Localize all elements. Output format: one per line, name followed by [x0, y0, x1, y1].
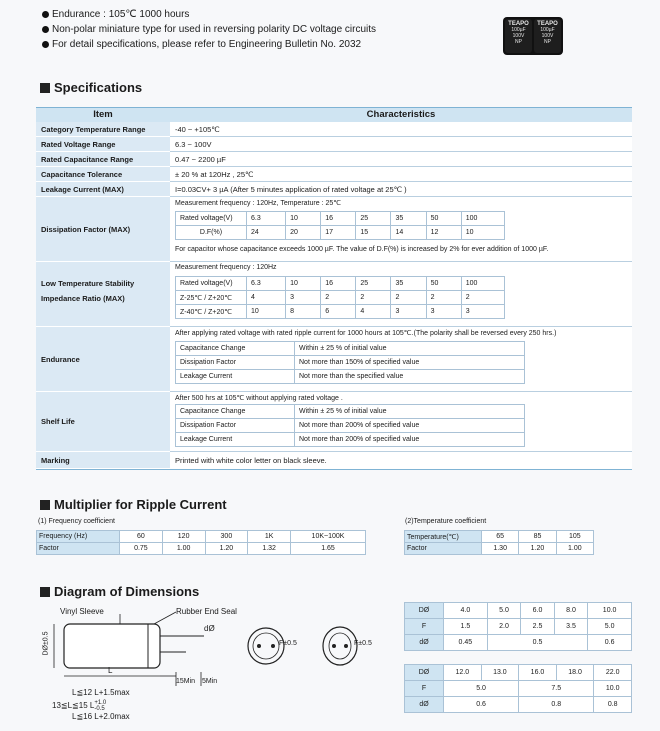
table-cell: Dissipation Factor — [176, 419, 295, 433]
table-cell: 25 — [356, 212, 391, 226]
text-label: Endurance : 105℃ 1000 hours — [52, 9, 190, 20]
text-label: After 500 hrs at 105℃ without applying rated voltage . — [175, 395, 343, 402]
table-cell: 10 — [461, 226, 504, 240]
dimensions-heading — [40, 584, 199, 599]
table-cell: 22.0 — [594, 665, 632, 681]
table-cell: Dissipation Factor — [176, 356, 295, 370]
text-label: NP — [515, 39, 522, 45]
text-label: Multiplier for Ripple Current — [54, 497, 227, 512]
table-row — [405, 681, 632, 697]
table-cell: DØ — [405, 665, 444, 681]
heading-square-icon — [40, 83, 50, 93]
text-label: TEAPO — [508, 21, 529, 27]
table-cell: 35 — [391, 277, 426, 291]
row-label: Rated Capacitance Range — [36, 152, 170, 167]
text-label: 100µF — [511, 27, 526, 33]
table-cell: 6 — [321, 305, 356, 319]
text-label: For capacitor whose capacitance exceeds 1000 µF. The value of D.F(%) is increased by 2% for ever addition of 1000 µF. — [175, 246, 549, 253]
row-label: Capacitance Tolerance — [36, 167, 170, 182]
table-cell: 65 — [482, 531, 519, 543]
table-cell: 2 — [356, 291, 391, 305]
table-cell: Factor — [405, 543, 482, 555]
row-label: Shelf Life — [36, 392, 170, 452]
table-cell: 3 — [286, 291, 321, 305]
text-label: 100V — [541, 33, 554, 39]
table-cell: 0.5 — [487, 635, 588, 651]
table-cell: 10.0 — [588, 603, 632, 619]
table-cell: 1.20 — [205, 543, 248, 555]
temperature-table — [404, 530, 594, 555]
text-label: L≦12 — [72, 688, 93, 697]
lead-diameter-label: dØ — [204, 624, 215, 633]
temperature-caption: (2)Temperature coefficient — [405, 518, 487, 525]
table-cell: 0.6 — [588, 635, 632, 651]
table-cell: 17 — [321, 226, 356, 240]
table-cell: 13.0 — [481, 665, 519, 681]
endurance-cell — [170, 327, 632, 392]
table-cell: 1.00 — [556, 543, 593, 555]
table-cell: 10 — [286, 277, 321, 291]
table-cell: dØ — [405, 697, 444, 713]
table-cell: 1.00 — [162, 543, 205, 555]
bullet-item — [42, 7, 376, 22]
table-cell: 60 — [120, 531, 163, 543]
length-note — [72, 688, 130, 697]
table-cell: Z-40℃ / Z+20℃ — [176, 305, 247, 319]
table-cell: 5.0 — [444, 681, 519, 697]
df-cell — [170, 197, 632, 262]
table-row — [405, 635, 632, 651]
table-cell: 3 — [391, 305, 426, 319]
table-cell: 16 — [321, 212, 356, 226]
table-cell: Temperature(℃) — [405, 531, 482, 543]
table-cell: 4 — [356, 305, 391, 319]
text-label: For detail specifications, please refer to Engineering Bulletin No. 2032 — [52, 39, 362, 50]
table-cell: Not more than the specified value — [295, 370, 525, 384]
text-label: Measurement frequency : 120Hz, Temperature : 25℃ — [175, 200, 342, 207]
length-note — [72, 712, 130, 721]
text-label: Item — [93, 109, 113, 120]
table-cell: 0.6 — [444, 697, 519, 713]
table-cell: 7.5 — [519, 681, 594, 697]
text-label: Non-polar miniature type for used in reversing polarity DC voltage circuits — [52, 24, 377, 35]
heading-square-icon — [40, 587, 50, 597]
text-label: L+1.5max — [94, 688, 130, 697]
text-label: NP — [544, 39, 551, 45]
table-cell: 6.0 — [521, 603, 555, 619]
length-label: L — [108, 666, 113, 675]
lt-table — [175, 276, 505, 319]
lead-spacing-label: F±0.5 — [279, 640, 297, 647]
table-row — [405, 543, 594, 555]
table-cell: 1.65 — [291, 543, 366, 555]
table-cell: 1.30 — [482, 543, 519, 555]
table-cell: Not more than 200% of specified value — [295, 419, 525, 433]
dimension-table-large — [404, 664, 632, 713]
table-cell: 10K~100K — [291, 531, 366, 543]
dimension-diagram — [36, 602, 396, 727]
rubber-seal-label: Rubber End Seal — [176, 607, 237, 616]
vinyl-sleeve-label: Vinyl Sleeve — [60, 607, 104, 616]
table-cell: 5.0 — [588, 619, 632, 635]
text-label: L+2.0max — [94, 712, 130, 721]
table-row — [37, 543, 366, 555]
table-row — [405, 603, 632, 619]
table-cell: Factor — [37, 543, 120, 555]
table-cell: 8 — [286, 305, 321, 319]
table-row — [405, 697, 632, 713]
table-cell: 0.8 — [519, 697, 594, 713]
text-label: -0.5 — [94, 706, 105, 712]
table-cell: Rated voltage(V) — [176, 277, 247, 291]
table-cell: 2.5 — [521, 619, 555, 635]
capacitor-photo — [503, 17, 563, 55]
table-cell: 120 — [162, 531, 205, 543]
table-row — [405, 619, 632, 635]
text-label: +1.0 — [94, 700, 107, 706]
table-cell: 100 — [461, 212, 504, 226]
table-cell: 35 — [391, 212, 426, 226]
table-cell: 6.3 — [247, 212, 286, 226]
table-row — [37, 531, 366, 543]
row-label: Leakage Current (MAX) — [36, 182, 170, 197]
table-cell: 4.0 — [444, 603, 488, 619]
table-cell: Within ± 25 % of initial value — [295, 342, 525, 356]
table-cell: 1K — [248, 531, 291, 543]
text-label: TEAPO — [537, 21, 558, 27]
table-cell: 2 — [426, 291, 461, 305]
table-cell: dØ — [405, 635, 444, 651]
table-header — [36, 108, 632, 122]
table-cell: 10 — [247, 305, 286, 319]
row-label: Endurance — [36, 327, 170, 392]
table-cell: 4 — [247, 291, 286, 305]
table-cell: 105 — [556, 531, 593, 543]
row-label: Dissipation Factor (MAX) — [36, 197, 170, 262]
table-cell: 2.0 — [487, 619, 521, 635]
table-cell: Not more than 200% of specified value — [295, 433, 525, 447]
table-row — [176, 212, 505, 226]
table-cell: 3.5 — [554, 619, 588, 635]
row-value: ± 20 % at 120Hz , 25℃ — [170, 167, 632, 182]
table-row — [176, 291, 505, 305]
table-cell: 85 — [519, 531, 556, 543]
table-cell: 1.32 — [248, 543, 291, 555]
table-cell: 10.0 — [594, 681, 632, 697]
text-label: 100µF — [540, 27, 555, 33]
df-table — [175, 211, 505, 240]
specifications-heading — [40, 80, 142, 95]
dimension-table-small — [404, 602, 632, 651]
table-cell: 8.0 — [554, 603, 588, 619]
shelf-table — [175, 404, 525, 447]
table-cell: Within ± 25 % of initial value — [295, 405, 525, 419]
table-cell: Z-25℃ / Z+20℃ — [176, 291, 247, 305]
text-label: 100V — [512, 33, 525, 39]
shelf-cell — [170, 392, 632, 452]
frequency-caption: (1) Frequency coefficient — [38, 518, 115, 525]
table-row — [176, 226, 505, 240]
table-cell: 0.8 — [594, 697, 632, 713]
table-cell: 0.75 — [120, 543, 163, 555]
table-cell: DØ — [405, 603, 444, 619]
table-cell: 50 — [426, 212, 461, 226]
row-label — [36, 262, 170, 327]
lt-cell — [170, 262, 632, 327]
table-cell: Not more than 150% of specified value — [295, 356, 525, 370]
table-cell: 16.0 — [519, 665, 557, 681]
table-cell: 300 — [205, 531, 248, 543]
table-cell: 5.0 — [487, 603, 521, 619]
table-cell: 1.20 — [519, 543, 556, 555]
text-label: Specifications — [54, 80, 143, 95]
table-cell: Leakage Current — [176, 370, 295, 384]
lead-5min-label: 5Min — [202, 678, 218, 685]
table-cell: 1.5 — [444, 619, 488, 635]
capacitor-body — [505, 19, 532, 53]
bullet-item — [42, 22, 376, 37]
bullet-item — [42, 37, 376, 52]
table-cell: 6.3 — [247, 277, 286, 291]
text-label: Impedance Ratio (MAX) — [41, 294, 125, 303]
table-cell: 3 — [426, 305, 461, 319]
text-label: After applying rated voltage with rated ripple current for 1000 hours at 105℃.(The polarity shall be reversed every 250 hrs.) — [175, 330, 557, 337]
table-cell: F — [405, 681, 444, 697]
table-cell: 2 — [461, 291, 504, 305]
text-label: L≦16 — [72, 712, 93, 721]
endurance-table — [175, 341, 525, 384]
table-cell: 12.0 — [444, 665, 482, 681]
table-row — [176, 405, 525, 419]
text-label: Characteristics — [366, 109, 436, 120]
table-row — [405, 665, 632, 681]
feature-bullets — [42, 7, 376, 52]
length-note — [52, 700, 106, 712]
table-cell: F — [405, 619, 444, 635]
row-value: 0.47 ~ 2200 µF — [170, 152, 632, 167]
body-diameter-label: DØ±0.5 — [42, 631, 50, 656]
text-label: Low Temperature Stability — [41, 279, 135, 288]
specifications-table — [36, 107, 632, 470]
text-label: Diagram of Dimensions — [54, 584, 200, 599]
row-label: Rated Voltage Range — [36, 137, 170, 152]
lead-spacing-label: F±0.5 — [354, 640, 372, 647]
table-cell: 10 — [286, 212, 321, 226]
capacitor-body — [534, 19, 561, 53]
row-label: Marking — [36, 452, 170, 468]
table-cell: 18.0 — [556, 665, 594, 681]
table-cell: 3 — [461, 305, 504, 319]
table-cell: Rated voltage(V) — [176, 212, 247, 226]
text-label: 13≦L≦15 — [52, 701, 88, 711]
table-row — [405, 531, 594, 543]
heading-square-icon — [40, 500, 50, 510]
table-cell: 24 — [247, 226, 286, 240]
table-cell: 16 — [321, 277, 356, 291]
ripple-heading — [40, 497, 227, 512]
table-cell: 0.45 — [444, 635, 488, 651]
lead-15min-label: 15Min — [176, 678, 196, 685]
row-label: Category Temperature Range — [36, 122, 170, 137]
table-cell: Leakage Current — [176, 433, 295, 447]
table-cell: Capacitance Change — [176, 342, 295, 356]
table-row — [176, 433, 525, 447]
row-value: I=0.03CV+ 3 µA (After 5 minutes application of rated voltage at 25℃ ) — [170, 182, 632, 197]
table-row — [176, 356, 525, 370]
table-cell: 20 — [286, 226, 321, 240]
table-cell: 25 — [356, 277, 391, 291]
table-cell: 15 — [356, 226, 391, 240]
row-value: -40 ~ +105℃ — [170, 122, 632, 137]
table-row — [176, 370, 525, 384]
frequency-table — [36, 530, 366, 555]
table-cell: 100 — [461, 277, 504, 291]
table-cell: D.F(%) — [176, 226, 247, 240]
row-value: 6.3 ~ 100V — [170, 137, 632, 152]
table-row — [176, 419, 525, 433]
table-row — [176, 277, 505, 291]
table-cell: 14 — [391, 226, 426, 240]
table-cell: 50 — [426, 277, 461, 291]
table-row — [176, 305, 505, 319]
table-cell: Frequency (Hz) — [37, 531, 120, 543]
table-cell: 2 — [321, 291, 356, 305]
row-value: Printed with white color letter on black sleeve. — [175, 455, 327, 465]
table-cell: 2 — [391, 291, 426, 305]
text-label: L — [89, 701, 95, 711]
table-cell: Capacitance Change — [176, 405, 295, 419]
table-row — [176, 342, 525, 356]
text-label: Measurement frequency : 120Hz — [175, 264, 277, 271]
table-cell: 12 — [426, 226, 461, 240]
